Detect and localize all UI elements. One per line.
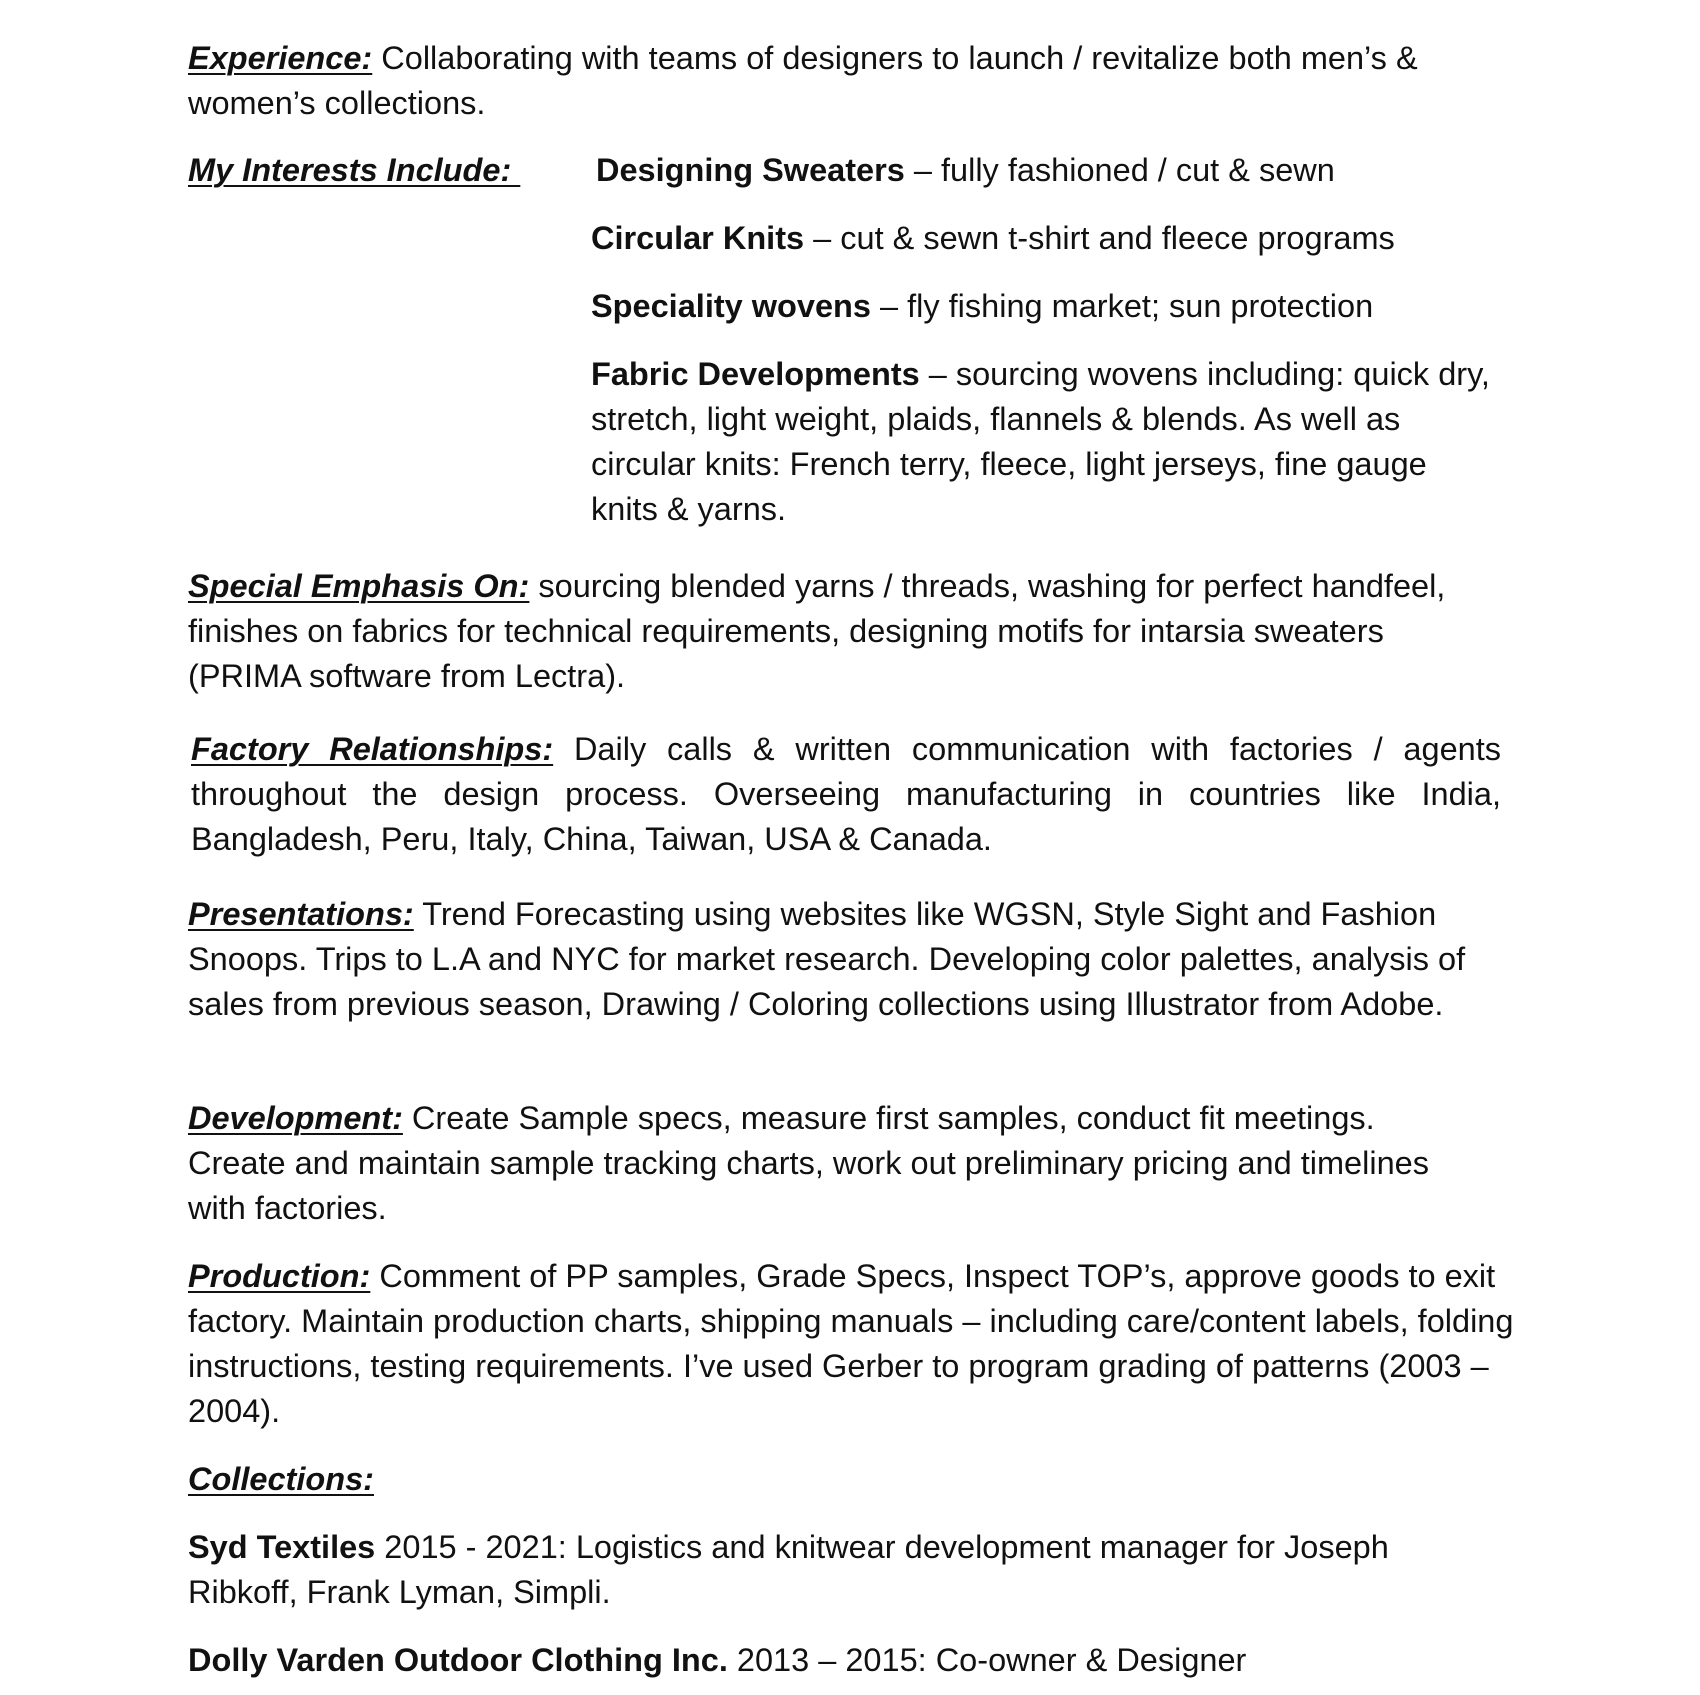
presentations-text: Trend Forecasting using websites like WGSN, Style Sight and Fashion Snoops. Trips to L.A and NYC for market research. Developing color palettes, analysis of sales from previous season, Drawing / Coloring collections using Illustrator from Adobe. xyxy=(188,896,1466,1022)
experience-section xyxy=(188,36,1508,126)
production-heading: Production: xyxy=(188,1258,371,1294)
interest-title: Designing Sweaters xyxy=(596,152,905,188)
factory-relationships-heading: Factory Relationships: xyxy=(191,731,554,767)
presentations-heading: Presentations: xyxy=(188,896,414,932)
collection-text: 2013 – 2015: Co-owner & Designer xyxy=(727,1642,1247,1678)
interest-title: Fabric Developments xyxy=(591,356,920,392)
factory-relationships-text: Daily calls & written communication with factories / agents throughout the design process. Overseeing manufacturing in countries like India, Bangladesh, Peru, Italy, China, Taiwan, USA & Canada. xyxy=(191,731,1501,857)
special-emphasis-text: sourcing blended yarns / threads, washing for perfect handfeel, finishes on fabrics for technical requirements, designing motifs for intarsia sweaters (PRIMA software from Lectra). xyxy=(188,568,1446,694)
collections-heading: Collections: xyxy=(188,1461,374,1497)
factory-relationships-section xyxy=(191,727,1501,862)
interest-item-circular-knits xyxy=(591,216,1511,261)
interest-text: – cut & sewn t-shirt and fleece programs xyxy=(804,220,1395,256)
development-heading: Development: xyxy=(188,1100,403,1136)
interest-title: Circular Knits xyxy=(591,220,805,256)
interest-text: – fully fashioned / cut & sewn xyxy=(904,152,1335,188)
interests-heading: My Interests Include: xyxy=(188,152,521,188)
development-text: Create Sample specs, measure first samples, conduct fit meetings. Create and maintain sample tracking charts, work out preliminary pricing and timelines with factories. xyxy=(188,1100,1429,1226)
collection-entry-syd-textiles xyxy=(188,1525,1488,1615)
interest-item-speciality-wovens xyxy=(591,284,1511,329)
special-emphasis-heading: Special Emphasis On: xyxy=(188,568,530,604)
special-emphasis-section xyxy=(188,564,1488,699)
development-section xyxy=(188,1096,1478,1231)
collection-company: Dolly Varden Outdoor Clothing Inc. xyxy=(188,1642,728,1678)
presentations-section xyxy=(188,892,1518,1027)
interest-title: Speciality wovens xyxy=(591,288,871,324)
collections-section xyxy=(188,1457,1488,1502)
production-section xyxy=(188,1254,1518,1434)
collection-company: Syd Textiles xyxy=(188,1529,376,1565)
interest-item-sweaters xyxy=(596,148,1516,193)
production-text: Comment of PP samples, Grade Specs, Inspect TOP’s, approve goods to exit factory. Maintain production charts, shipping manuals – including care/content labels, folding instructions, testing requirements. I’ve used Gerber to program grading of patterns (2003 – 2004). xyxy=(188,1258,1514,1429)
experience-text: Collaborating with teams of designers to launch / revitalize both men’s & women’s collections. xyxy=(188,40,1418,121)
collection-text: 2015 - 2021: Logistics and knitwear development manager for Joseph Ribkoff, Frank Lyman, Simpli. xyxy=(188,1529,1389,1610)
experience-heading: Experience: xyxy=(188,40,373,76)
interest-text: – fly fishing market; sun protection xyxy=(870,288,1374,324)
interest-item-fabric-developments xyxy=(591,352,1496,532)
interest-text: – sourcing wovens including: quick dry, stretch, light weight, plaids, flannels & blends. As well as circular knits: French terry, fleece, light jerseys, fine gauge knits & yarns. xyxy=(591,356,1490,527)
collection-entry-dolly-varden xyxy=(188,1638,1488,1683)
